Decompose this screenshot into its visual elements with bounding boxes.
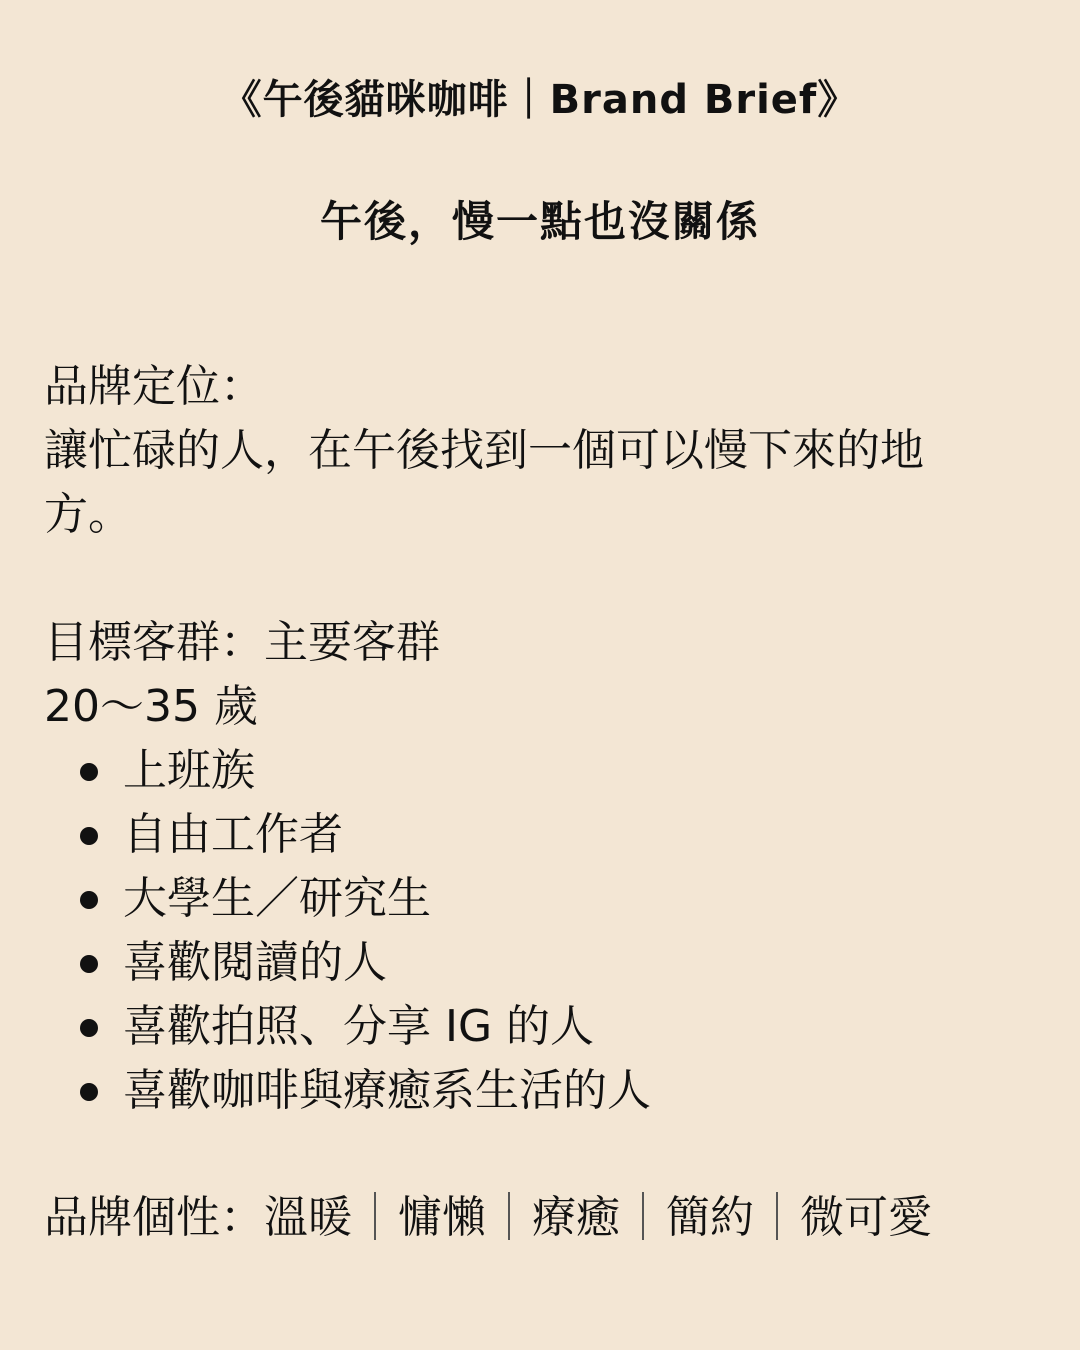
list-item-label: 喜歡閱讀的人 bbox=[123, 937, 387, 988]
bullet-icon bbox=[80, 955, 98, 973]
list-item-label: 大學生／研究生 bbox=[123, 873, 431, 924]
target-audience-list bbox=[44, 739, 1004, 1123]
trait-divider bbox=[374, 1192, 376, 1240]
list-item bbox=[44, 803, 1004, 867]
page-title: 《午後貓咪咖啡｜Brand Brief》 bbox=[221, 77, 859, 123]
brand-personality-section bbox=[44, 1186, 1004, 1250]
target-audience-label: 目標客群：主要客群 bbox=[44, 617, 440, 668]
brand-positioning-section bbox=[44, 355, 1004, 547]
list-item bbox=[44, 867, 1004, 931]
list-item bbox=[44, 995, 1004, 1059]
personality-trait: 療癒 bbox=[532, 1192, 620, 1243]
page-subtitle: 午後，慢一點也沒關係 bbox=[319, 197, 760, 246]
list-item bbox=[44, 1059, 1004, 1123]
trait-divider bbox=[642, 1192, 644, 1240]
bullet-icon bbox=[80, 827, 98, 845]
personality-trait: 簡約 bbox=[666, 1192, 754, 1243]
list-item-label: 自由工作者 bbox=[123, 809, 343, 860]
trait-divider bbox=[776, 1192, 778, 1240]
personality-trait: 溫暖 bbox=[264, 1192, 352, 1243]
bullet-icon bbox=[80, 1019, 98, 1037]
target-audience-age: 20～35 歲 bbox=[44, 681, 258, 732]
brand-positioning-label: 品牌定位： bbox=[44, 361, 264, 412]
personality-trait: 慵懶 bbox=[398, 1192, 486, 1243]
bullet-icon bbox=[80, 1083, 98, 1101]
bullet-icon bbox=[80, 763, 98, 781]
list-item-label: 上班族 bbox=[123, 745, 255, 796]
target-audience-section bbox=[44, 611, 1004, 1123]
trait-divider bbox=[508, 1192, 510, 1240]
brand-positioning-text: 讓忙碌的人，在午後找到一個可以慢下來的地方。 bbox=[44, 425, 924, 540]
personality-trait: 微可愛 bbox=[800, 1192, 932, 1243]
bullet-icon bbox=[80, 891, 98, 909]
brand-personality-label: 品牌個性： bbox=[44, 1192, 264, 1243]
list-item bbox=[44, 931, 1004, 995]
list-item-label: 喜歡咖啡與療癒系生活的人 bbox=[123, 1065, 651, 1116]
list-item-label: 喜歡拍照、分享 IG 的人 bbox=[123, 1001, 595, 1052]
list-item bbox=[44, 739, 1004, 803]
